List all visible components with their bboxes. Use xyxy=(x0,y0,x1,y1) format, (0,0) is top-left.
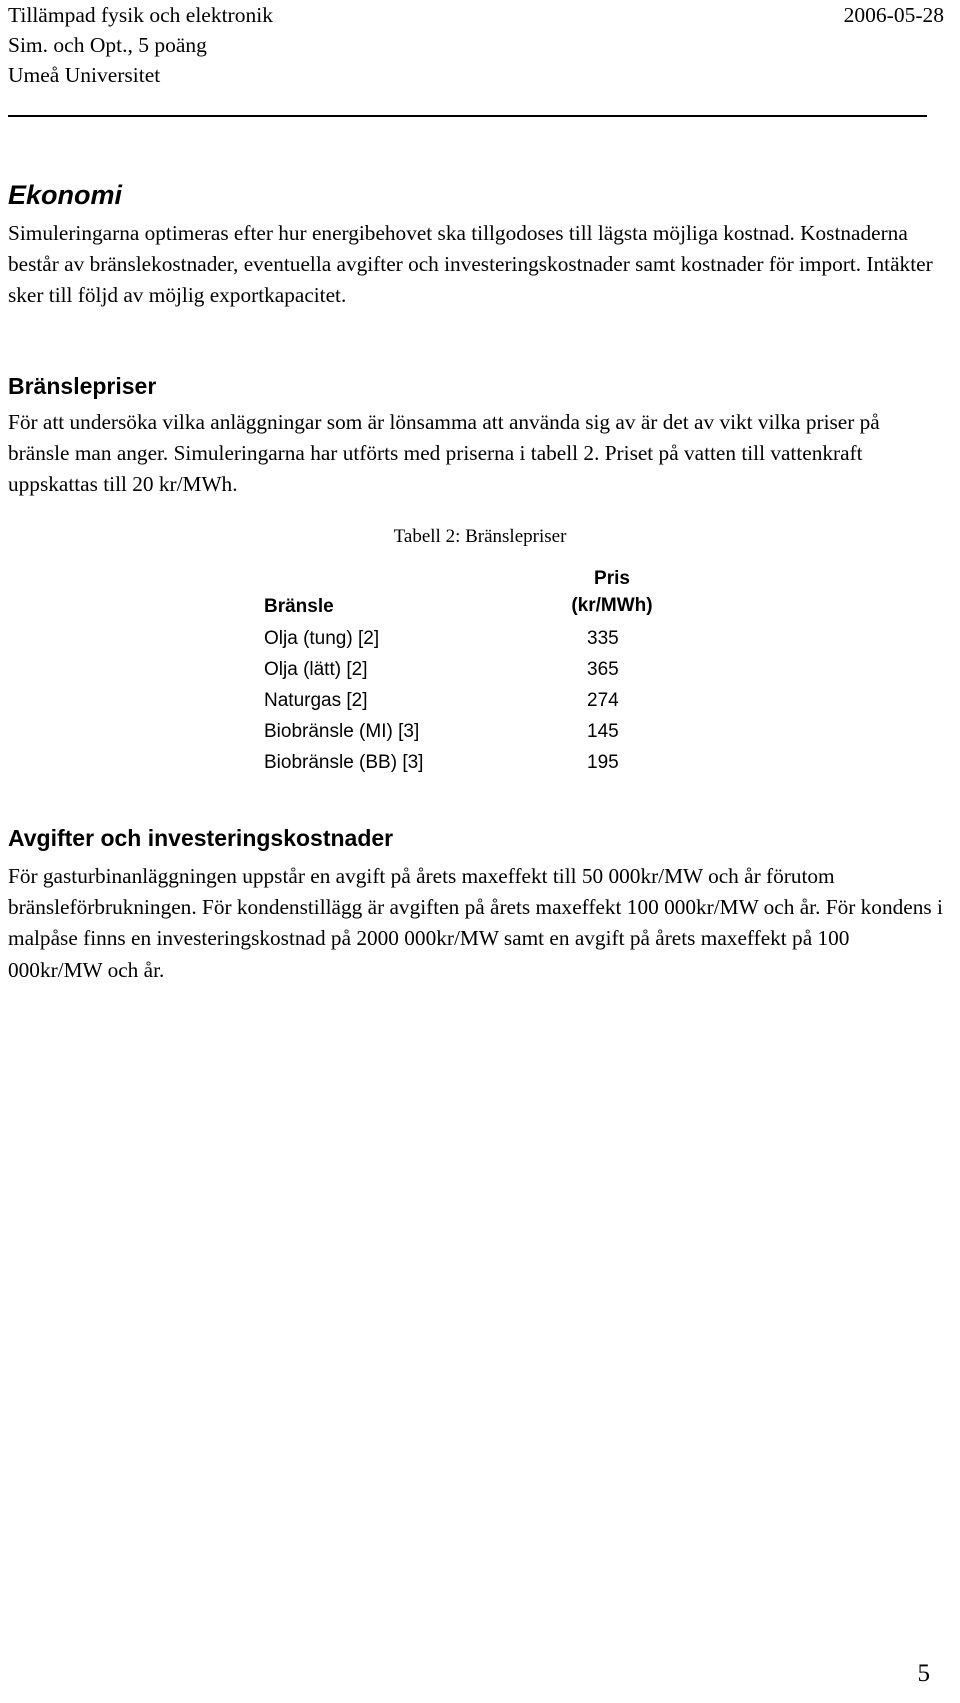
table-header-fuel: Bränsle xyxy=(264,596,334,617)
paragraph-ekonomi: Simuleringarna optimeras efter hur energibehovet ska tillgodoses till lägsta möjliga kostnad. Kostnaderna består av bränslekostnader, eventuella avgifter och investeringskostnader samt kostnader för import. Intäkter sker till följd av möjlig exportkapacitet. xyxy=(8,221,933,308)
section-heading-avgifter: Avgifter och investeringskostnader xyxy=(8,825,394,851)
table-cell-price: 195 xyxy=(587,752,619,773)
header-university: Umeå Universitet xyxy=(8,63,161,87)
section-heading-branslepriser: Bränslepriser xyxy=(8,373,157,399)
paragraph-branslepriser: För att undersöka vilka anläggningar som är lönsamma att använda sig av är det av vikt vilka priser på bränsle man anger. Simuleringarna har utförts med priserna i tabell 2. Priset på vatten till vattenkraft uppskattas till 20 kr/MWh. xyxy=(8,410,880,497)
table-cell-fuel: Naturgas [2] xyxy=(264,690,368,711)
table-cell-fuel: Biobränsle (BB) [3] xyxy=(264,752,424,773)
table-row xyxy=(264,747,644,778)
table-row xyxy=(264,654,644,685)
table-cell-fuel: Olja (tung) [2] xyxy=(264,628,380,649)
paragraph-avgifter: För gasturbinanläggningen uppstår en avgift på årets maxeffekt till 50 000kr/MW och år förutom bränsleförbrukningen. För kondenstillägg är avgiften på årets maxeffekt 100 000kr/MW och år. För kondens i malpåse finns en investeringskostnad på 2000 000kr/MW samt en avgift på årets maxeffekt på 100 000kr/MW och år. xyxy=(8,864,943,982)
table-caption: Tabell 2: Bränslepriser xyxy=(393,526,567,547)
table-cell-fuel: Biobränsle (MI) [3] xyxy=(264,721,420,742)
table-header-price-line1: Pris xyxy=(594,568,630,589)
table-row xyxy=(264,685,644,716)
header-subtitle: Sim. och Opt., 5 poäng xyxy=(8,33,207,57)
section-heading-ekonomi: Ekonomi xyxy=(8,180,123,210)
header-divider xyxy=(8,115,927,117)
table-header-price xyxy=(562,565,662,619)
table-row xyxy=(264,716,644,747)
header-date: 2006-05-28 xyxy=(843,3,944,27)
header-course: Tillämpad fysik och elektronik xyxy=(8,3,273,27)
table-cell-price: 145 xyxy=(587,721,619,742)
table-cell-fuel: Olja (lätt) [2] xyxy=(264,659,368,680)
table-header-price-line2: (kr/MWh) xyxy=(571,595,653,616)
table-cell-price: 274 xyxy=(587,690,619,711)
table-cell-price: 335 xyxy=(587,628,619,649)
table-row xyxy=(264,623,644,654)
page-number: 5 xyxy=(917,1660,930,1687)
table-cell-price: 365 xyxy=(587,659,619,680)
